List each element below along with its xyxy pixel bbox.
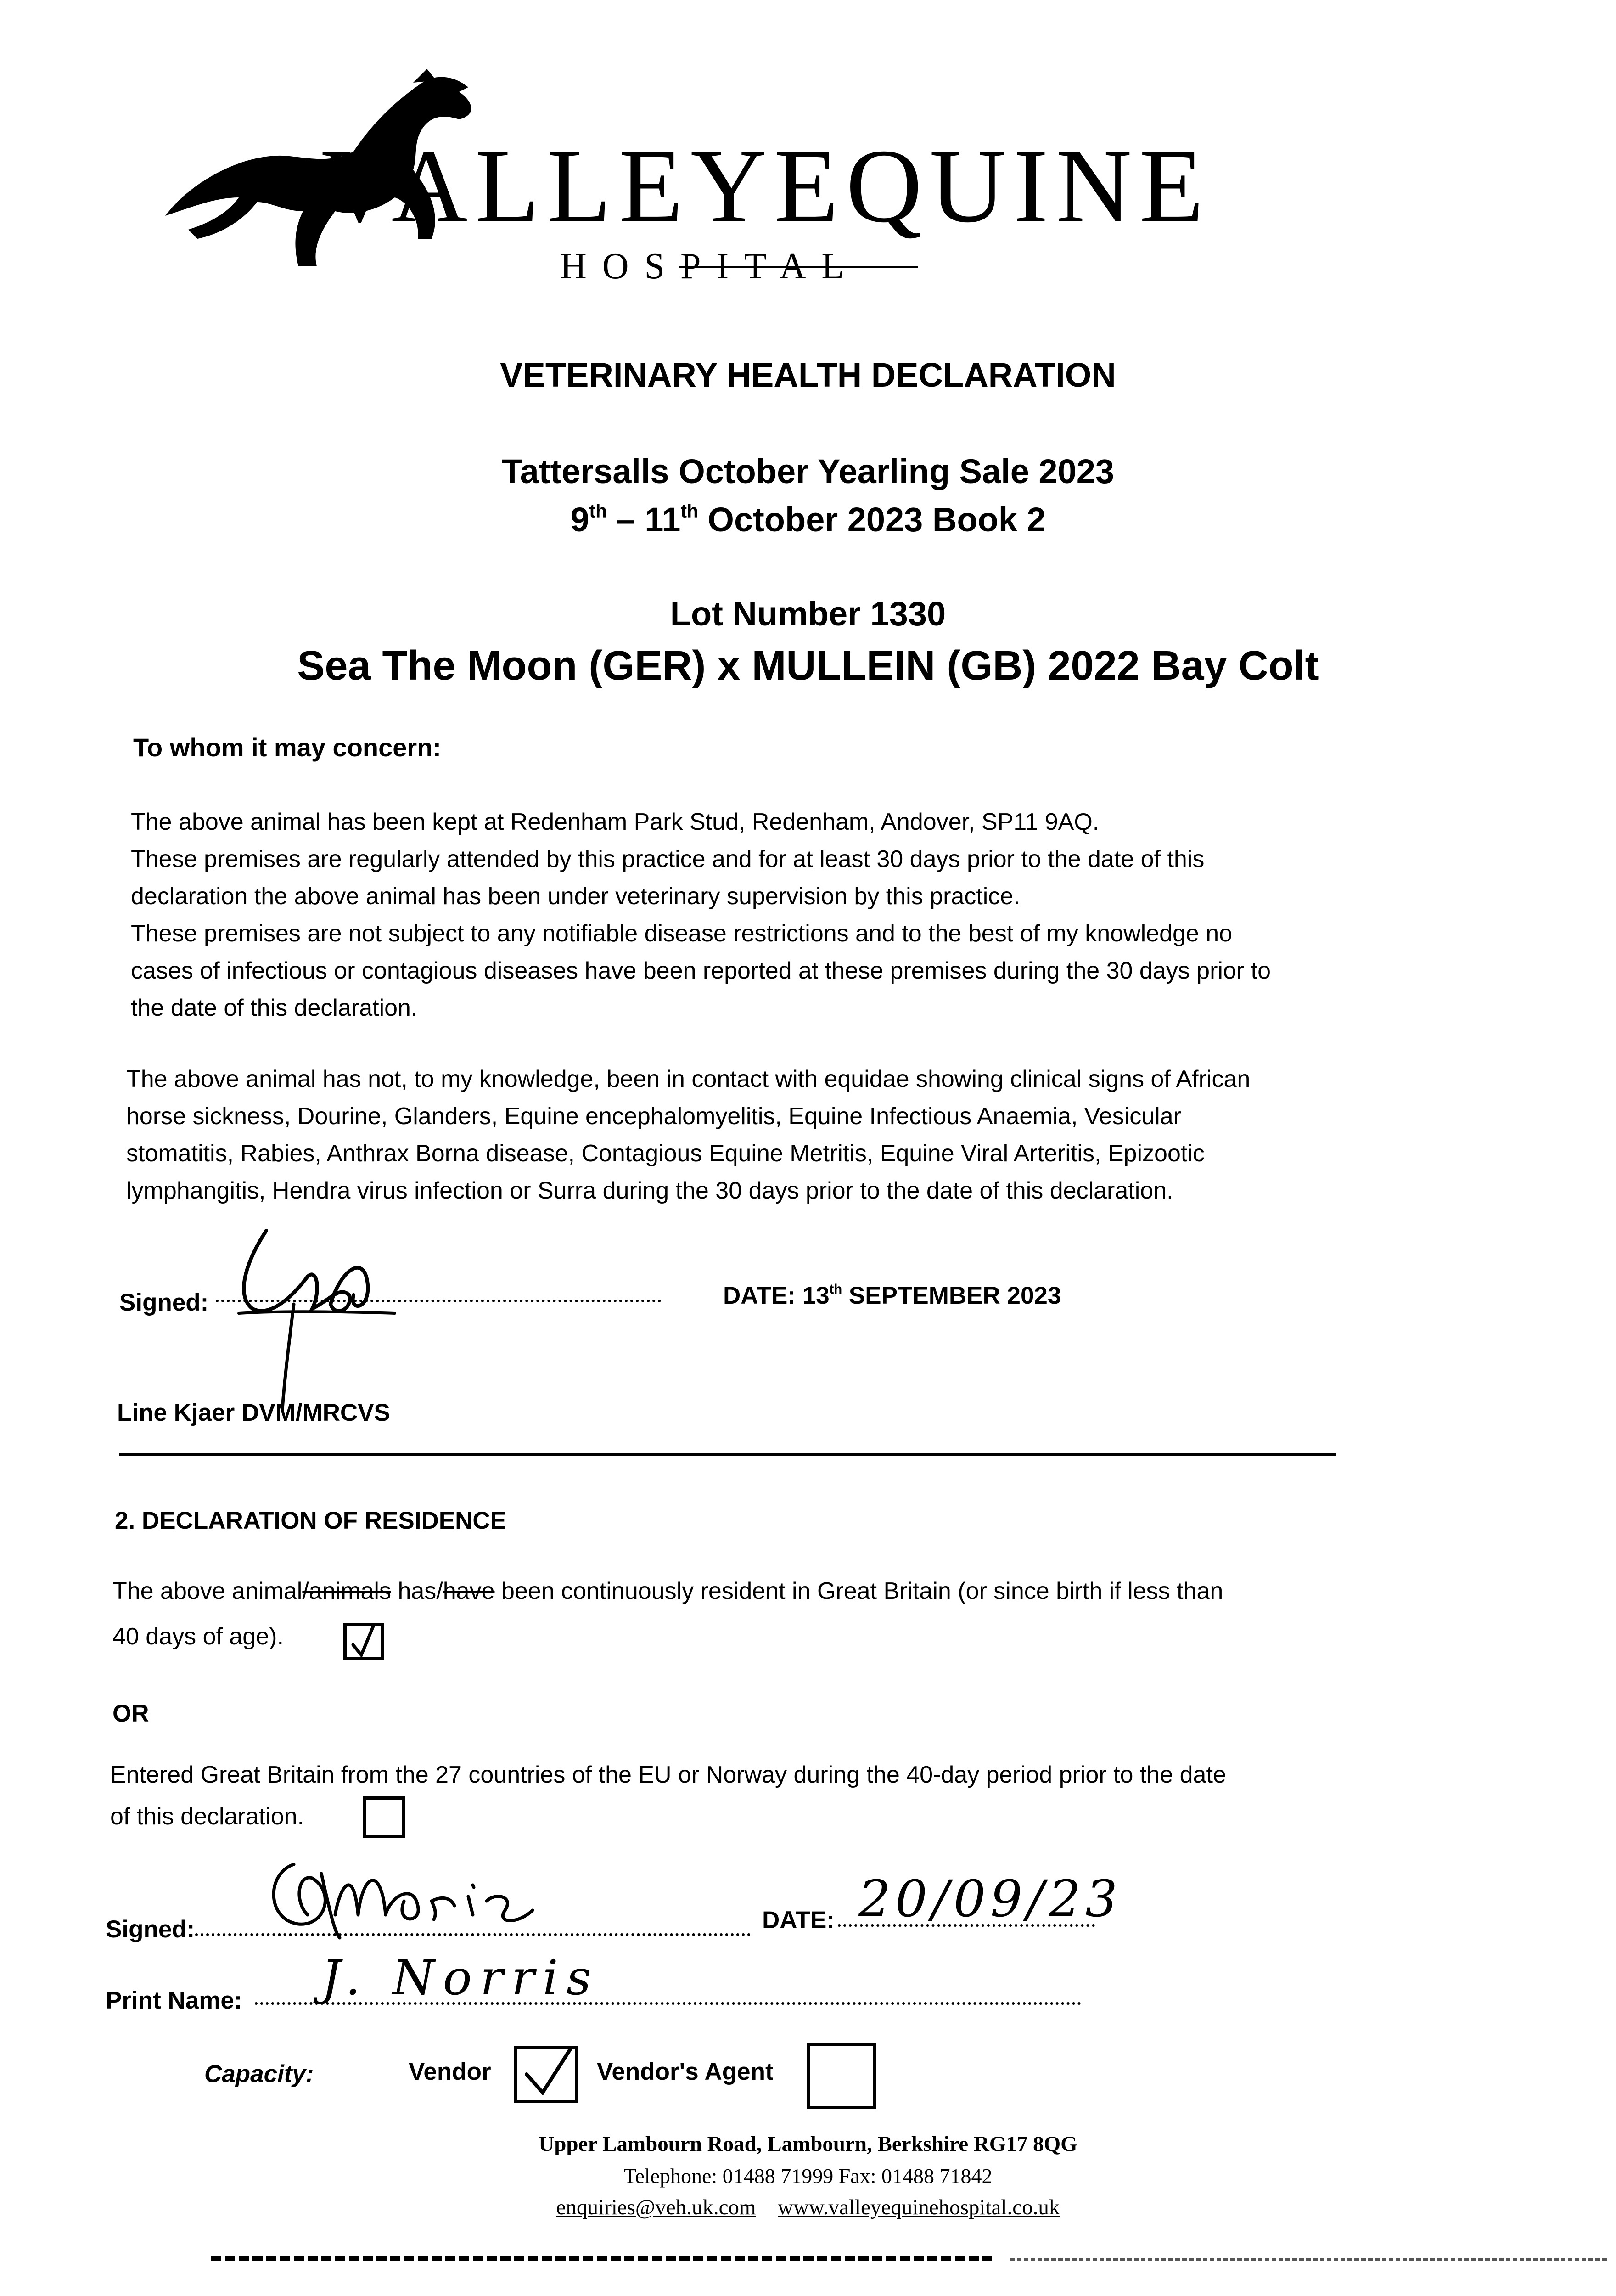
vet-name: Line Kjaer DVM/MRCVS [117, 1399, 390, 1426]
residence-heading: 2. DECLARATION OF RESIDENCE [115, 1507, 506, 1534]
vet-date-suffix: th [829, 1282, 842, 1297]
or-label: OR [112, 1700, 149, 1727]
text-line: declaration the above animal has been under veterinary supervision by this practice. [131, 883, 1020, 910]
page-title: VETERINARY HEALTH DECLARATION [500, 356, 1116, 394]
text-line: The above animal has not, to my knowledge, been in contact with equidae showing clinical signs of African [126, 1066, 1251, 1092]
vendors-agent-label: Vendor's Agent [597, 2058, 774, 2085]
residence-struck-animals: /animals [302, 1578, 391, 1604]
text-line: The above animal has been kept at Redenham Park Stud, Redenham, Andover, SP11 9AQ. [131, 809, 1100, 835]
disease-paragraph [126, 1061, 1504, 1210]
text-line: the date of this declaration. [131, 995, 418, 1021]
capacity-label: Capacity: [204, 2060, 314, 2088]
footer-phone: Telephone: 01488 71999 Fax: 01488 71842 [623, 2164, 993, 2188]
text-line: stomatitis, Rabies, Anthrax Borna disease, Contagious Equine Metritis, Equine Viral Arteritis, Epizootic [126, 1140, 1205, 1167]
entered-checkbox[interactable] [363, 1796, 405, 1838]
footer-links [0, 2195, 1616, 2220]
sale-date-start: 9 [570, 501, 589, 539]
text-line: horse sickness, Dourine, Glanders, Equine encephalomyelitis, Equine Infectious Anaemia, Vesicular [126, 1103, 1181, 1130]
print-name-value: J. Norris [321, 1950, 600, 2006]
text-line: These premises are regularly attended by this practice and for at least 30 days prior to the date of this [131, 846, 1205, 872]
text-line: These premises are not subject to any notifiable disease restrictions and to the best of my knowledge no [131, 920, 1233, 947]
text-line: Entered Great Britain from the 27 countries of the EU or Norway during the 40-day period prior to the date [110, 1761, 1226, 1788]
sale-date-end: – 11 [606, 501, 681, 539]
section-divider [119, 1453, 1336, 1456]
resident-checkbox[interactable] [343, 1623, 384, 1660]
vet-date-month: SEPTEMBER 2023 [842, 1282, 1061, 1309]
residence-struck-have: have [443, 1578, 495, 1604]
text-line: of this declaration. [110, 1803, 304, 1830]
vendors-agent-checkbox[interactable] [807, 2043, 876, 2109]
footer-small-print [211, 2256, 992, 2261]
vet-signature [202, 1203, 441, 1414]
vendor-checkbox[interactable] [514, 2046, 578, 2103]
text-line: cases of infectious or contagious diseases have been reported at these premises during the 30 days prior to [131, 957, 1271, 984]
vet-date-prefix: DATE: 13 [723, 1282, 830, 1309]
vet-signed-label: Signed: [119, 1289, 209, 1316]
vendor-signed-label: Signed: [106, 1916, 195, 1943]
footer-email-link[interactable]: enquiries@veh.uk.com [556, 2195, 756, 2219]
residence-text-b: has/ [391, 1578, 443, 1604]
salutation: To whom it may concern: [133, 733, 442, 762]
vendor-label: Vendor [409, 2058, 491, 2085]
health-paragraph [131, 804, 1508, 1027]
text-line [112, 1573, 1513, 1610]
entered-statement [110, 1756, 1510, 1835]
vendor-date-label: DATE: [762, 1907, 835, 1934]
vendor-signature [257, 1846, 634, 1947]
sale-date-suffix-2: th [680, 500, 698, 522]
footer-website-link[interactable]: www.valleyequinehospital.co.uk [778, 2195, 1060, 2219]
footer-address: Upper Lambourn Road, Lambourn, Berkshire RG17 8QG [539, 2132, 1077, 2156]
logo-swash [679, 266, 918, 268]
sale-date-month-book: October 2023 Book 2 [698, 501, 1046, 539]
text-line: lymphangitis, Hendra virus infection or Surra during the 30 days prior to the date of this declaration. [126, 1177, 1173, 1204]
check-icon [517, 2049, 577, 2102]
sale-date-suffix-1: th [589, 500, 607, 522]
footer-dash-line [1010, 2258, 1607, 2261]
vendor-date-value: 20/09/23 [858, 1869, 1122, 1928]
sale-dates [0, 500, 1616, 539]
horse-description: Sea The Moon (GER) x MULLEIN (GB) 2022 Bay Colt [297, 643, 1319, 689]
residence-text-c: been continuously resident in Great Britain (or since birth if less than [494, 1578, 1223, 1604]
logo-subtitle: HOSPITAL [560, 246, 860, 287]
residence-statement [112, 1573, 1513, 1655]
residence-text-a: The above animal [112, 1578, 303, 1604]
logo-wordmark: VALLEYEQUINE [321, 127, 1212, 244]
logo [138, 64, 1212, 287]
sale-name: Tattersalls October Yearling Sale 2023 [501, 452, 1115, 490]
check-icon [347, 1626, 383, 1660]
vet-date [723, 1283, 1061, 1308]
text-line: 40 days of age). [112, 1623, 284, 1650]
print-name-label: Print Name: [106, 1987, 242, 2014]
lot-number: Lot Number 1330 [670, 595, 946, 633]
